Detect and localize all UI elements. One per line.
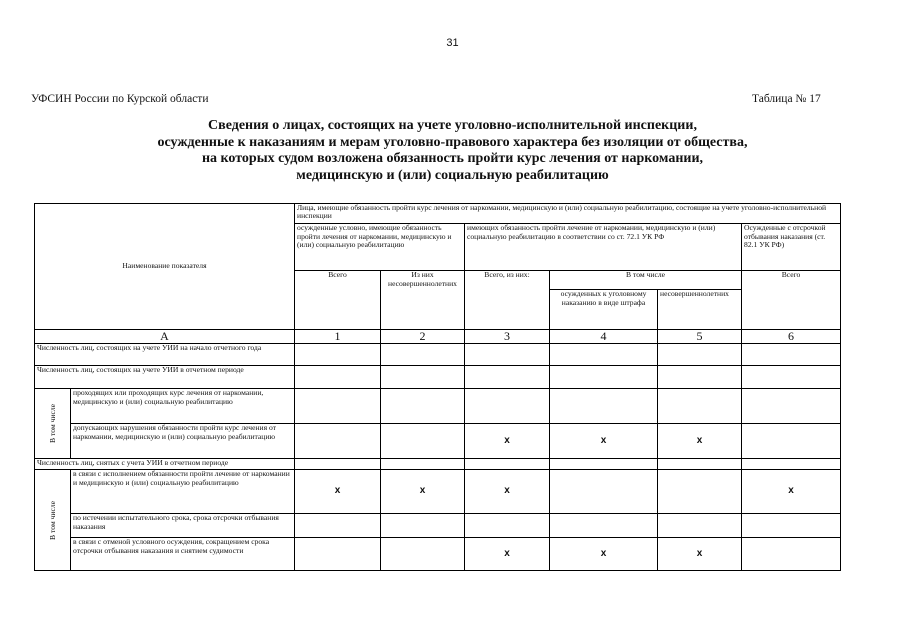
data-cell — [295, 459, 381, 470]
including-label-cell — [35, 389, 71, 459]
data-cell — [381, 459, 465, 470]
data-cell — [742, 424, 841, 459]
mark-x: х — [295, 470, 381, 514]
data-cell — [465, 344, 550, 366]
data-cell — [550, 366, 658, 389]
data-cell — [658, 470, 742, 514]
data-cell — [381, 538, 465, 571]
including-label: В том числе — [48, 404, 57, 443]
mark-x: х — [658, 424, 742, 459]
report-table — [34, 203, 841, 571]
col-number: 2 — [381, 330, 465, 344]
row-label: проходящих или проходящих курс лечения от наркомании, медицинскую и (или) социальную реабилитацию — [71, 389, 295, 424]
data-cell — [295, 366, 381, 389]
data-cell — [465, 366, 550, 389]
mark-x: х — [658, 538, 742, 571]
including-label: В том числе — [48, 500, 57, 540]
title-line: медицинскую и (или) социальную реабилитацию — [296, 167, 609, 183]
col-number: 4 — [550, 330, 658, 344]
row-label: в связи с отменой условного осуждения, сокращением срока отсрочки отбывания наказания и снятием судимости — [71, 538, 295, 571]
data-cell — [295, 389, 381, 424]
data-cell — [658, 514, 742, 538]
row-label: допускающих нарушения обязанности пройти курс лечения от наркомании, медицинскую и (или) социальную реабилитацию — [71, 424, 295, 459]
data-cell — [295, 344, 381, 366]
mark-x: х — [550, 538, 658, 571]
page-number: 31 — [446, 37, 459, 49]
data-cell — [742, 514, 841, 538]
data-cell — [381, 514, 465, 538]
header-group-conditional: осужденные условно, имеющие обязанность пройти лечения от наркомании, медицинскую и (или) социальную реабилитацию — [295, 224, 465, 271]
header-group-821: Осужденные с отсрочкой отбывания наказания (ст. 82.1 УК РФ) — [742, 224, 841, 271]
col-number: 3 — [465, 330, 550, 344]
row-label: Численность лиц, состоящих на учете УИИ на начало отчетного года — [35, 344, 295, 366]
row-label: в связи с исполнением обязанности пройти лечение от наркомании и медицинскую и (или) социальную реабилитацию — [71, 470, 295, 514]
row-label: по истечении испытательного срока, срока отсрочки отбывания наказания — [71, 514, 295, 538]
mark-x: х — [550, 424, 658, 459]
title-line: Сведения о лицах, состоящих на учете уголовно-исполнительной инспекции, — [208, 118, 697, 133]
col-number: А — [35, 330, 295, 344]
mark-x: х — [465, 470, 550, 514]
data-cell — [550, 470, 658, 514]
data-cell — [550, 389, 658, 424]
header-col-including: В том числе — [550, 271, 742, 290]
mark-x: х — [742, 470, 841, 514]
header-col-total-6: Всего — [742, 271, 841, 330]
data-cell — [742, 459, 841, 470]
data-cell — [742, 538, 841, 571]
data-cell — [295, 538, 381, 571]
row-label: Численность лиц, снятых с учета УИИ в отчетном периоде — [35, 459, 295, 470]
col-number: 5 — [658, 330, 742, 344]
header-group-721: имеющих обязанность пройти лечение от наркомании, медицинскую и (или) социальную реабилитацию в соответствии со ст. 72.1 УК РФ — [465, 224, 742, 271]
data-cell — [381, 424, 465, 459]
data-cell — [658, 344, 742, 366]
data-cell — [550, 344, 658, 366]
document-title — [60, 118, 845, 184]
data-cell — [742, 344, 841, 366]
data-cell — [465, 514, 550, 538]
data-cell — [658, 366, 742, 389]
mark-x: х — [465, 538, 550, 571]
data-cell — [658, 459, 742, 470]
data-cell — [742, 366, 841, 389]
organization-name: УФСИН России по Курской области — [31, 93, 209, 105]
data-cell — [742, 389, 841, 424]
mark-x: х — [465, 424, 550, 459]
col-number: 6 — [742, 330, 841, 344]
header-col-total-of-them: Всего, из них: — [465, 271, 550, 330]
data-cell — [550, 459, 658, 470]
mark-x: х — [381, 470, 465, 514]
header-col-fine: осужденных к уголовному наказанию в виде штрафа — [550, 290, 658, 330]
header-indicator-name: Наименование показателя — [35, 204, 295, 330]
data-cell — [295, 514, 381, 538]
data-cell — [381, 389, 465, 424]
data-cell — [381, 366, 465, 389]
col-number: 1 — [295, 330, 381, 344]
header-group-main: Лица, имеющие обязанность пройти курс лечения от наркомании, медицинскую и (или) социальную реабилитацию, состоящие на учете уголовно-исполнительной инспекции — [295, 204, 841, 224]
data-cell — [465, 389, 550, 424]
data-cell — [295, 424, 381, 459]
data-cell — [381, 344, 465, 366]
title-line: осужденные к наказаниям и мерам уголовно-правового характера без изоляции от общества, — [157, 134, 748, 150]
data-cell — [658, 389, 742, 424]
header-col-minors: Из них несовершеннолетних — [381, 271, 465, 330]
row-label: Численность лиц, состоящих на учете УИИ в отчетном периоде — [35, 366, 295, 389]
data-cell — [550, 514, 658, 538]
title-line: на которых судом возложена обязанность пройти курс лечения от наркомании, — [201, 151, 704, 166]
header-col-minors2: несовершеннолетних — [658, 290, 742, 330]
including-label-cell — [35, 470, 71, 571]
header-col-total: Всего — [295, 271, 381, 330]
data-cell — [465, 459, 550, 470]
table-number: Таблица № 17 — [752, 93, 821, 105]
